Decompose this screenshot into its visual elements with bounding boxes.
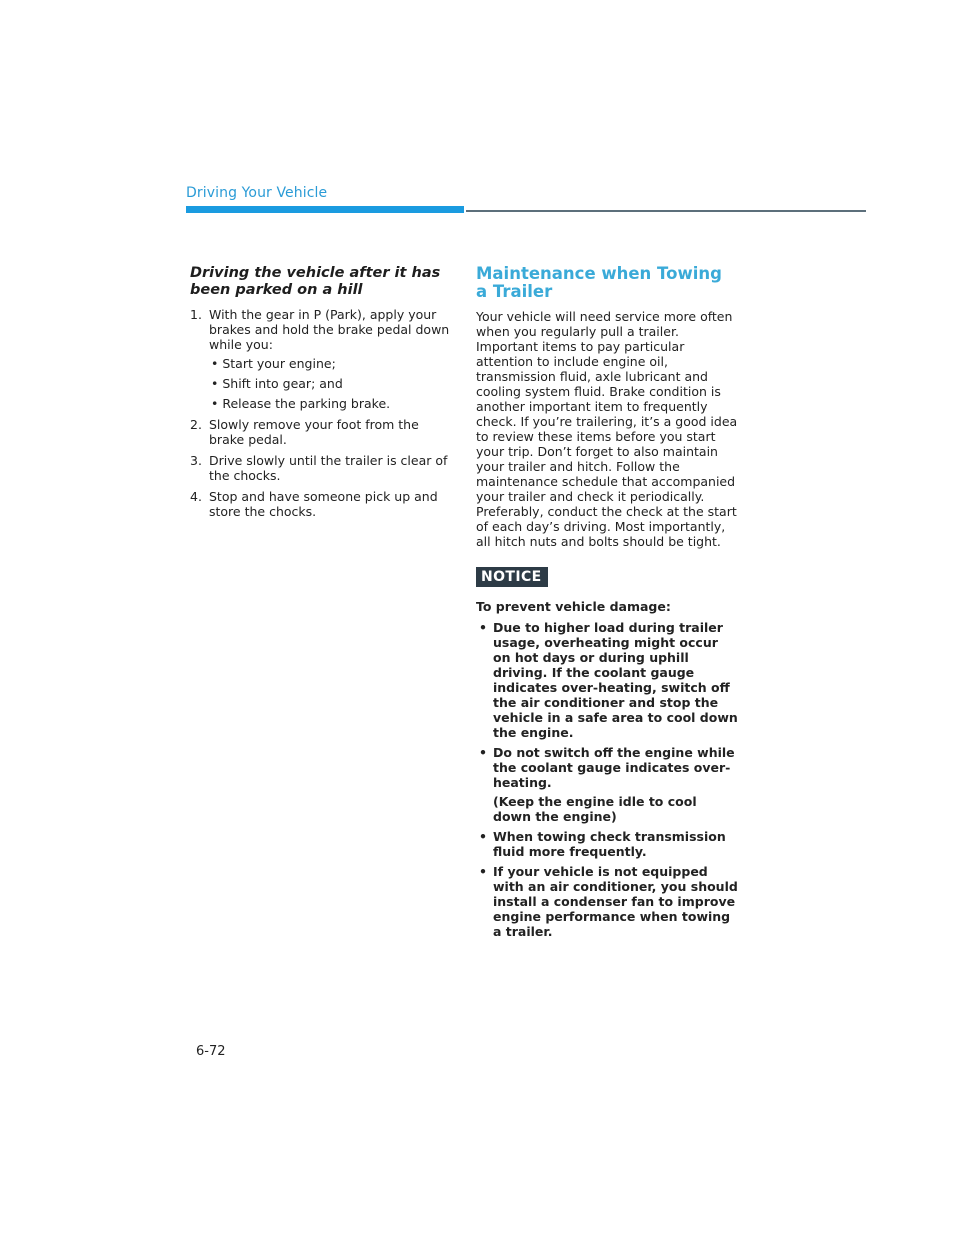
notice-item-text: Do not switch off the engine while the coolant gauge indicates over-heating. [493,745,735,790]
bullet-icon: • [479,745,487,760]
header-accent-bar [186,206,464,213]
list-item: • Start your engine; [211,356,336,371]
step-text: With the gear in P (Park), apply your brakes and hold the brake pedal down while you: [209,307,450,352]
substeps-list [209,356,452,411]
right-column [476,265,738,944]
step-number: 1. [190,307,202,322]
step-text: Stop and have someone pick up and store the chocks. [209,489,438,519]
notice-item-text: Due to higher load during trailer usage, overheating might occur on hot days or during uphill driving. If the coolant gauge indicates over-heating, switch off the air conditioner and stop the vehicle in a safe area to cool down the engine. [493,620,738,740]
list-item: • Release the parking brake. [211,396,391,411]
hill-steps-list [190,307,452,519]
notice-badge: NOTICE [476,567,548,587]
page-number: 6-72 [196,1044,226,1059]
step-number: 2. [190,417,202,432]
list-item [190,417,452,447]
maintenance-paragraph: Your vehicle will need service more often when you regularly pull a trailer. Important items to pay particular attention to include engine oil, transmission fluid, axle lubricant and cooling system fluid. Brake condition is another important item to frequently check. If you’re trailering, it’s a good idea to review these items before you start your trip. Don’t forget to also maintain your trailer and hitch. Follow the maintenance schedule that accompanied your trailer and check it periodically. Preferably, conduct the check at the start of each day’s driving. Most importantly, all hitch nuts and bolts should be tight. [476,309,738,549]
notice-item-note: (Keep the engine idle to cool down the engine) [493,794,697,824]
left-column [190,265,452,525]
notice-item-text: If your vehicle is not equipped with an air conditioner, you should install a condenser fan to improve engine performance when towing a trailer. [493,864,738,939]
header-rule [466,210,866,212]
list-item [476,620,738,740]
list-item [476,745,738,824]
chapter-title: Driving Your Vehicle [186,185,328,201]
list-item [476,829,738,859]
step-text: Drive slowly until the trailer is clear of the chocks. [209,453,448,483]
bullet-icon: • [479,620,487,635]
bullet-icon: • [479,864,487,879]
step-number: 3. [190,453,202,468]
list-item [476,864,738,939]
notice-intro: To prevent vehicle damage: [476,599,671,614]
step-number: 4. [190,489,202,504]
bullet-icon: • [479,829,487,844]
list-item [190,453,452,483]
hill-parking-heading: Driving the vehicle after it has been parked on a hill [190,265,441,298]
list-item [190,307,452,411]
step-text: Slowly remove your foot from the brake pedal. [209,417,419,447]
notice-item-text: When towing check transmission fluid more frequently. [493,829,726,859]
list-item: • Shift into gear; and [211,376,343,391]
section-title: Maintenance when Towing a Trailer [476,264,722,301]
list-item [190,489,452,519]
notice-list [476,620,738,939]
